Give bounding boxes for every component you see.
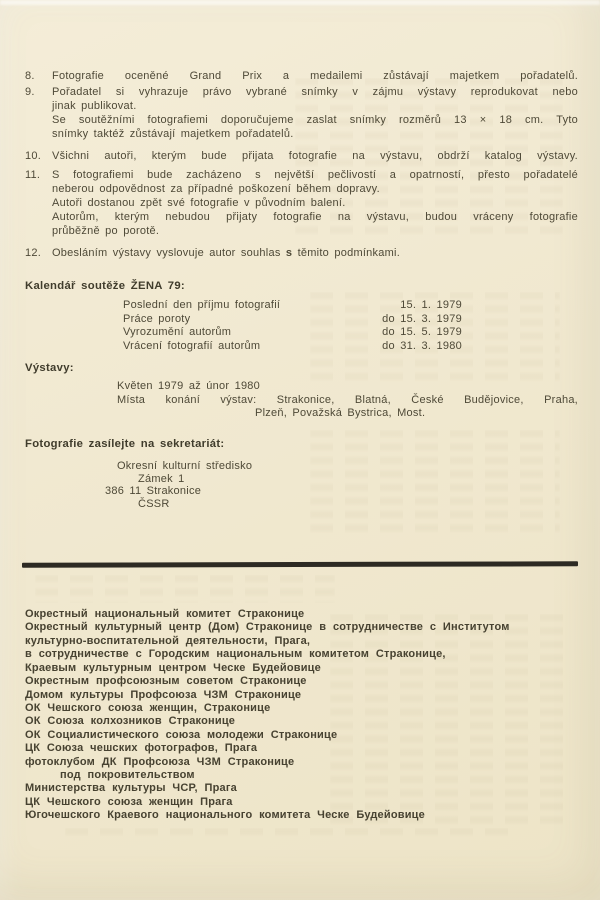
organizer-line: ОК Чешского союза женщин, Страконице [25, 701, 271, 714]
rule-text [52, 168, 578, 238]
organizer-line: ЦК Чешского союза женщин Прага [25, 795, 233, 808]
address-line: Zámek 1 [138, 472, 185, 485]
rule-line-segment: Obesláním výstavy vyslovuje autor souhlas [52, 247, 281, 259]
rule-text [52, 69, 578, 83]
organizer-line: фотоклубом ДК Профсоюза ЧЗМ Страконице [25, 755, 295, 768]
rule-line: neberou odpovědnost za případné poškození během dopravy. [52, 183, 380, 195]
bleed-through-texture [35, 575, 335, 603]
calendar-row [25, 326, 578, 340]
rule-number: 10. [25, 150, 42, 162]
rules-list [25, 69, 578, 260]
rule-item-10 [25, 149, 578, 163]
organizer-line: Краевым культурным центром Ческе Будейовице [25, 661, 321, 674]
rule-number: 8. [25, 70, 35, 82]
calendar-date: 15. 1. 1979 [400, 299, 462, 311]
rule-line: Se soutěžními fotografiemi doporučujeme zaslat snímky rozměrů 13 × 18 cm. Tyto [52, 114, 578, 126]
organizer-line: Югочешского Краевого национального комитета Ческе Будейовице [25, 809, 425, 822]
rule-line-bold-s: s [285, 247, 293, 259]
calendar-row [25, 299, 578, 313]
rule-text [52, 85, 578, 141]
address-line: Okresní kulturní středisko [117, 460, 253, 472]
organizer-line: ОК Социалистического союза молодежи Страконице [25, 728, 338, 741]
calendar-label: Vyrozumění autorům [123, 326, 232, 338]
organizer-line: культурно-воспитательной деятельности, Прага, [25, 634, 311, 647]
rule-text [52, 149, 578, 163]
address-line: ČSSR [138, 497, 170, 510]
exhibitions-block [25, 380, 578, 421]
rule-line: jinak publikovat. [52, 100, 137, 112]
rule-text [52, 246, 578, 260]
calendar-row [25, 340, 578, 354]
calendar-heading: Kalendář soutěže ŽENA 79: [25, 280, 185, 292]
rule-line [52, 246, 578, 260]
rule-line: Autorům, kterým nebudou přijaty fotografie na výstavu, budou vráceny fotografie [52, 211, 578, 223]
exhibition-period: Květen 1979 až únor 1980 [117, 380, 261, 392]
organizer-line: Окрестный культурный центр (Дом) Страконице в сотрудничестве с Институтом [25, 621, 510, 634]
rule-line: Pořadatel si vyhrazuje právo vybrané snímky v zájmu výstavy reprodukovat nebo [52, 86, 578, 98]
calendar-date: do 15. 5. 1979 [382, 326, 462, 338]
exhibition-venues-line: Místa konání výstav: Strakonice, Blatná, České Budějovice, Praha, [117, 393, 578, 406]
exhibition-venues-line: Plzeň, Považská Bystrica, Most. [255, 407, 426, 420]
organizer-line: Министерства культуры ЧСР, Прага [25, 782, 237, 795]
divider-bar [22, 561, 578, 567]
rule-item-9 [25, 85, 578, 141]
rule-line: Všichni autoři, kterým bude přijata fotografie na výstavu, obdrží katalog výstavy. [52, 150, 578, 162]
organizer-line: Домом культуры Профсоюза ЧЗМ Страконице [25, 688, 302, 701]
organizer-line: ОК Союза колхозников Страконице [25, 715, 236, 728]
organizer-line: ЦК Союза чешских фотографов, Прага [25, 742, 258, 755]
calendar-date: do 15. 3. 1979 [382, 312, 462, 325]
secretariat-heading: Fotografie zasílejte na sekretariát: [25, 438, 225, 450]
exhibitions-heading: Výstavy: [25, 362, 74, 374]
rule-number: 11. [25, 169, 41, 181]
organizers-block [25, 608, 600, 823]
calendar-row [25, 313, 578, 327]
rule-line: S fotografiemi bude zacházeno s největší pečlivostí a opatrností, přesto pořadatelé [52, 169, 578, 181]
calendar-date: do 31. 3. 1980 [382, 339, 462, 352]
rule-item-8 [25, 69, 578, 83]
organizer-line: под покровительством [60, 769, 195, 782]
rule-number: 9. [25, 86, 35, 98]
bleed-through-texture [65, 828, 515, 837]
scan-edge-highlight [0, 0, 600, 5]
rule-number: 12. [25, 247, 42, 259]
organizer-line: Окрестным профсоюзным советом Страконице [25, 675, 307, 688]
rule-item-11 [25, 168, 578, 238]
rule-line: snímky taktéž zůstávají majetkem pořadatelů. [52, 128, 294, 140]
address-line: 386 11 Strakonice [105, 485, 202, 498]
rule-line-segment: těmito podmínkami. [297, 247, 401, 259]
calendar-label: Vrácení fotografií autorům [123, 339, 261, 352]
rule-line: průběžně po porotě. [52, 225, 160, 237]
organizer-line: Окрестный национальный комитет Страконице [25, 608, 305, 620]
rule-line: Fotografie oceněné Grand Prix a medailemi zůstávají majetkem pořadatelů. [52, 70, 578, 82]
secretariat-address [25, 460, 578, 510]
calendar-label: Poslední den příjmu fotografií [123, 299, 281, 311]
calendar-label: Práce poroty [123, 312, 191, 325]
calendar-table [25, 299, 578, 353]
rule-item-12 [25, 246, 578, 260]
organizer-line: в сотрудничестве с Городским национальным комитетом Страконице, [25, 648, 446, 661]
rule-line: Autoři dostanou zpět své fotografie v původním balení. [52, 197, 346, 209]
